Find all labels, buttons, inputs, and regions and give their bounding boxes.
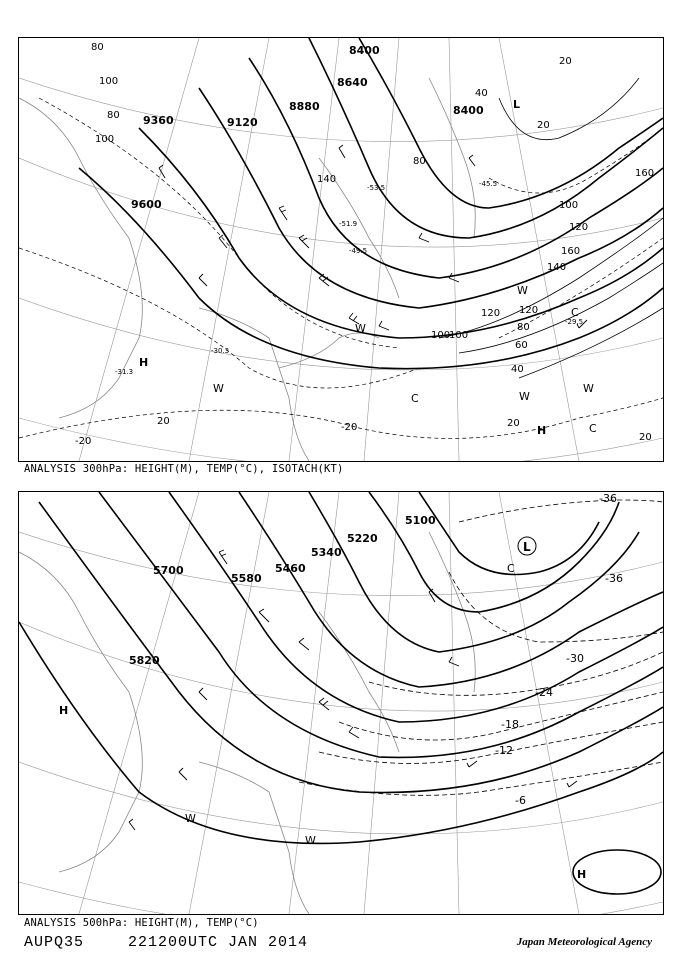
isotach-label: 20	[639, 432, 652, 443]
temp-label: -51.9	[339, 220, 358, 228]
isotach-label: 120	[569, 222, 589, 233]
isotherms-dashed	[19, 98, 663, 438]
height-label: 8640	[337, 76, 368, 89]
temp-label: -45.5	[479, 180, 498, 188]
isotach-label: 160	[635, 168, 655, 179]
temp-label: -30	[566, 652, 584, 665]
isotach-label: 20	[537, 120, 550, 131]
temp-label: -36	[605, 572, 623, 585]
temp-label: -30.3	[211, 347, 230, 355]
height-label: 8400	[453, 104, 484, 117]
isotach-label: 80	[107, 110, 120, 121]
temp-label: -49.5	[349, 247, 368, 255]
wind-barbs	[129, 550, 577, 830]
temp-label: -53.5	[367, 184, 386, 192]
high-center-marker: H	[139, 356, 149, 369]
isotach-label: 60	[515, 340, 528, 351]
isotach-label: 20	[559, 56, 572, 67]
warm-center-marker: W	[355, 322, 366, 335]
temp-label: -29.5	[565, 318, 584, 326]
isotach-label: 40	[511, 364, 524, 375]
isotach-label: 100	[431, 330, 451, 341]
warm-center-marker: W	[583, 382, 594, 395]
isotach-label: 20	[157, 416, 170, 427]
agency-name: Japan Meteorological Agency	[516, 936, 652, 948]
temp-label: -18	[501, 718, 519, 731]
isotachs	[439, 78, 663, 378]
height-label-group	[131, 44, 484, 211]
temp-label: -36	[599, 492, 617, 505]
height-label: 9360	[143, 114, 174, 127]
temp-label-group	[75, 180, 583, 447]
temp-label: -6	[515, 794, 526, 807]
valid-time: 221200UTC JAN 2014	[128, 934, 309, 951]
map-panel-500hpa	[18, 491, 664, 915]
isotach-label: 100	[95, 134, 115, 145]
height-label: 9120	[227, 116, 258, 129]
caption-500hpa: ANALYSIS 500hPa: HEIGHT(M), TEMP(°C)	[24, 917, 259, 929]
isotach-label: 120	[481, 308, 501, 319]
low-center-marker: L	[523, 540, 531, 554]
warm-center-marker: W	[213, 382, 224, 395]
isotach-label: 140	[317, 174, 337, 185]
chart-id: AUPQ35	[24, 934, 85, 951]
isotach-label: 100	[99, 76, 119, 87]
cold-center-marker: C	[571, 306, 579, 319]
temp-label: -12	[495, 744, 513, 757]
coastlines	[19, 532, 475, 914]
isotach-label: 80	[517, 322, 530, 333]
low-center-group	[518, 537, 536, 555]
chart-footer	[24, 934, 652, 954]
height-label: 5340	[311, 546, 342, 559]
height-label-group	[129, 514, 436, 667]
high-center-marker: H	[59, 704, 69, 717]
temp-label: -20	[341, 422, 358, 433]
high-center-marker: H	[537, 424, 547, 437]
isotach-label: 120	[519, 305, 539, 316]
isotach-label: 140	[547, 262, 567, 273]
wind-barbs	[159, 145, 587, 330]
height-label: 9600	[131, 198, 162, 211]
cold-center-marker: C	[411, 392, 419, 405]
height-label: 8400	[349, 44, 380, 57]
height-label: 8880	[289, 100, 320, 113]
warm-center-marker: W	[517, 284, 528, 297]
height-label: 5700	[153, 564, 184, 577]
map-300hpa-svg	[19, 38, 663, 461]
isotach-label: 100	[449, 330, 469, 341]
height-label: 5220	[347, 532, 378, 545]
isotach-label: 80	[413, 156, 426, 167]
warm-center-marker: W	[519, 390, 530, 403]
temp-label: -31.3	[115, 368, 134, 376]
cold-center-marker: C	[589, 422, 597, 435]
low-center-marker: L	[513, 98, 521, 111]
isotach-label: 160	[561, 246, 581, 257]
temp-label: -20	[75, 436, 92, 447]
isotach-label: 80	[91, 42, 104, 53]
pressure-center-group	[139, 98, 546, 437]
caption-300hpa: ANALYSIS 300hPa: HEIGHT(M), TEMP(°C), ISOTACH(KT)	[24, 463, 344, 475]
height-label: 5460	[275, 562, 306, 575]
height-label: 5580	[231, 572, 262, 585]
height-label: 5100	[405, 514, 436, 527]
height-label: 5820	[129, 654, 160, 667]
cold-center-marker: C	[507, 562, 515, 575]
map-500hpa-svg	[19, 492, 663, 914]
isotach-label: 40	[475, 88, 488, 99]
isotach-label: 20	[507, 418, 520, 429]
isotach-label: 100	[559, 200, 579, 211]
warm-center-marker: W	[185, 812, 196, 825]
warm-center-marker: W	[305, 834, 316, 847]
map-panel-300hpa	[18, 37, 664, 462]
high-center-marker: H	[577, 868, 587, 881]
temp-label: -24	[535, 686, 553, 699]
